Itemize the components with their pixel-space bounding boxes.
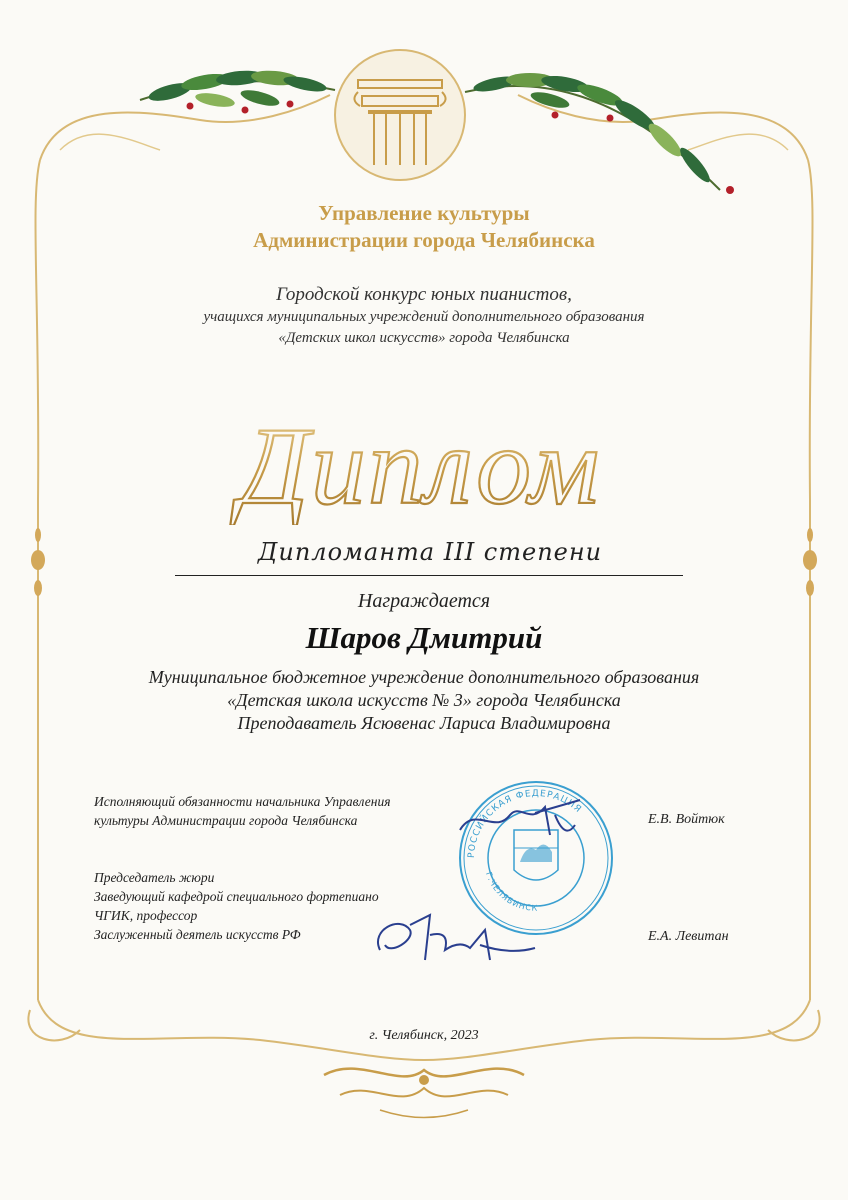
signatory-2-name: Е.А. Левитан xyxy=(648,929,729,944)
organization-line-1: Управление культуры xyxy=(318,201,530,225)
laurel-right-icon xyxy=(465,73,734,194)
signatory-1-title xyxy=(94,792,390,830)
stamp-text-bottom: Г.ЧЕЛЯБИНСК xyxy=(484,870,539,913)
stamp-text-top: РОССИЙСКАЯ ФЕДЕРАЦИЯ xyxy=(466,788,584,859)
contest-line-1: Городской конкурс юных пианистов, xyxy=(276,284,572,305)
signatory-1-name: Е.В. Войтюк xyxy=(648,812,725,827)
signatory-2-title xyxy=(94,868,379,944)
diploma-heading-text: Диплом xyxy=(238,405,602,525)
awarded-label: Награждается xyxy=(357,590,491,612)
signatory-2-line-3: ЧГИК, профессор xyxy=(94,908,198,923)
signatory-2-line-1: Председатель жюри xyxy=(94,870,215,885)
svg-text:Г.ЧЕЛЯБИНСК xyxy=(484,871,538,913)
organization-line-2: Администрации города Челябинска xyxy=(253,228,595,252)
institution-block xyxy=(0,666,848,735)
contest-line-2: учащихся муниципальных учреждений дополнительного образования xyxy=(203,309,645,325)
signatory-1-line-2: культуры Администрации города Челябинска xyxy=(94,813,358,828)
diploma-heading xyxy=(170,395,670,525)
signatory-2-line-2: Заведующий кафедрой специального фортепиано xyxy=(94,889,379,904)
recipient-name: Шаров Дмитрий xyxy=(305,620,543,655)
column-emblem-icon xyxy=(335,50,465,180)
contest-line-3: «Детских школ искусств» города Челябинска xyxy=(278,330,570,346)
degree-handwritten: Дипломанта III степени xyxy=(257,538,603,566)
institution-line-1: Муниципальное бюджетное учреждение дополнительного образования xyxy=(148,667,700,687)
contest-title xyxy=(0,283,848,349)
signature-2-icon xyxy=(370,910,540,970)
signatory-1-line-1: Исполняющий обязанности начальника Управления xyxy=(94,794,391,809)
signature-1-icon xyxy=(455,795,595,845)
organization-title xyxy=(0,200,848,254)
institution-line-3: Преподаватель Ясювенас Лариса Владимировна xyxy=(237,713,611,733)
city-year: г. Челябинск, 2023 xyxy=(369,1028,479,1043)
institution-line-2: «Детская школа искусств № 3» города Челябинска xyxy=(227,690,621,710)
signatory-2-line-4: Заслуженный деятель искусств РФ xyxy=(94,927,301,942)
degree-underline xyxy=(175,575,683,576)
bottom-ornament xyxy=(324,1069,524,1118)
